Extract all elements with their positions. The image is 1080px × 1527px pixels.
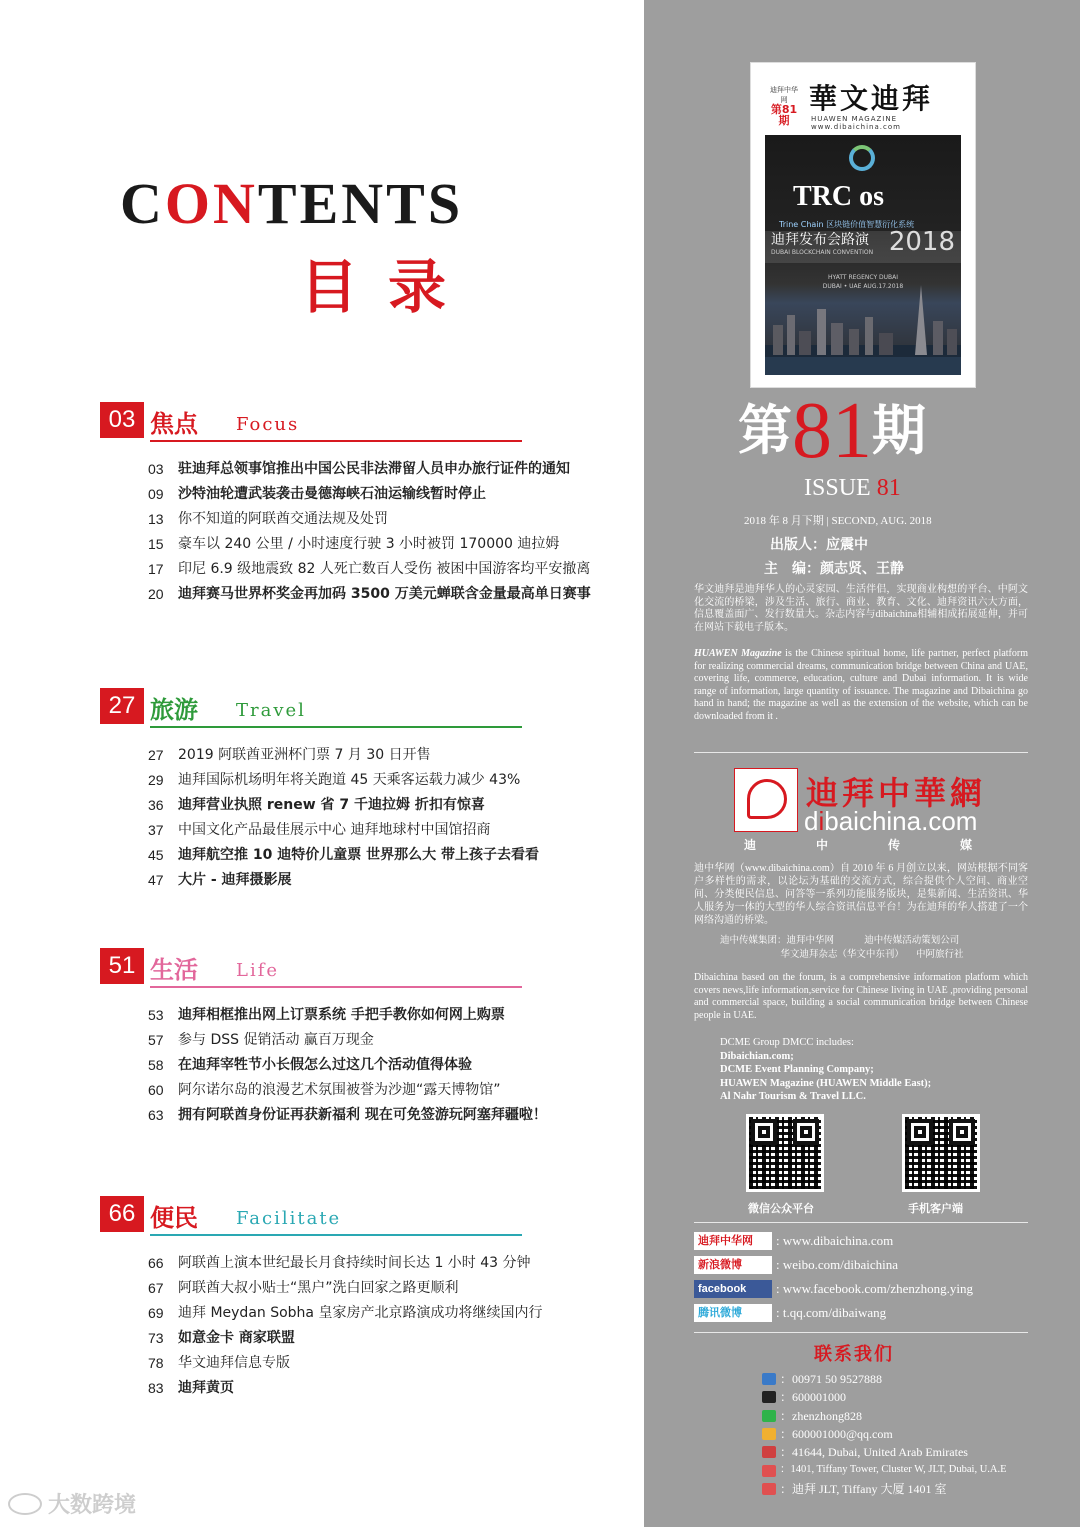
section-underline (150, 440, 522, 442)
contact-address-cn (762, 1480, 1007, 1498)
site-en-name[interactable] (804, 806, 977, 837)
watermark-logo-icon (8, 1493, 42, 1515)
contact-qq (762, 1388, 1007, 1406)
watermark-text: 大数跨境 (48, 1493, 137, 1518)
contents-title-part: TENTS (257, 171, 464, 236)
site-en-pre: d (804, 806, 819, 836)
contact-title: 联系我们 (814, 1344, 894, 1365)
toc-page: 53 (148, 1007, 164, 1023)
toc-title: 迪拜赛马世界杯奖金再加码 3500 万美元蝉联含金量最高单日赛事 (178, 586, 591, 602)
contact-text: ：00971 50 9527888 (780, 1372, 883, 1386)
toc-entry[interactable] (148, 768, 628, 793)
issue-prefix: 第 (738, 398, 792, 462)
section-title-en: Life (236, 960, 280, 981)
section-title-cn: 焦点 (150, 409, 198, 438)
contact-text: ：迪拜 JLT, Tiffany 大厦 1401 室 (780, 1481, 947, 1496)
toc-entry[interactable] (148, 793, 628, 818)
section-page-number[interactable]: 66 (100, 1196, 144, 1232)
section-header (100, 402, 620, 438)
toc-title: 迪拜航空推 10 迪特价儿童票 世界那么大 带上孩子去看看 (178, 847, 539, 863)
site-group: 迪中传媒集团：迪拜中华网 迪中传媒活动策划公司 华文迪拜杂志（华文中东刊） 中阿旅行社 (720, 935, 964, 960)
toc-entry[interactable] (148, 457, 628, 482)
site-about-en: Dibaichina based on the forum, is a comprehensive information platform which covers news,life information,service for Chinese living in UAE ,providing personal and commercial space, building a social communication bridge between Chinese people in UAE. (694, 972, 1028, 1021)
toc-title: 你不知道的阿联酋交通法规及处罚 (178, 511, 388, 527)
toc-entry[interactable] (148, 1301, 628, 1326)
toc-entry[interactable] (148, 743, 628, 768)
app-qr-code[interactable] (902, 1114, 980, 1192)
toc-title: 迪拜营业执照 renew 省 7 千迪拉姆 折扣有惊喜 (178, 797, 485, 813)
toc-entry[interactable] (148, 532, 628, 557)
dcme-item: HUAWEN Magazine (HUAWEN Middle East); (720, 1077, 932, 1089)
toc-title: 阿联酋大叔小贴士“黑户”洗白回家之路更顺利 (178, 1280, 459, 1296)
social-text: : t.qq.com/dibaiwang (776, 1305, 887, 1320)
site-en-post: baichina.com (824, 806, 978, 836)
toc-page: 47 (148, 872, 164, 888)
watermark (8, 1488, 136, 1519)
editor: 主 编：颜志贤、王静 (764, 561, 904, 577)
toc-title: 参与 DSS 促销活动 赢百万现金 (178, 1032, 374, 1048)
about-en-body: is the Chinese spiritual home, life partner, perfect platform for realizing commercial dreams, communication bridge between China and UAE, covering life, commerce, education, culture and Dubai information. It is wide range of information, large quantity of issuance. The magazine and Dibaichina go hand in hand; the magazine as well as the extension of the website, which can be downloaded from it . (694, 648, 1028, 722)
section-page-number[interactable]: 03 (100, 402, 144, 438)
toc-title: 迪拜黄页 (178, 1380, 234, 1396)
contact-address-en (762, 1461, 1007, 1479)
toc-entry[interactable] (148, 1003, 628, 1028)
contact-text: ：zhenzhong828 (780, 1408, 862, 1423)
contact-text: ：41644, Dubai, United Arab Emirates (780, 1445, 968, 1460)
toc-title: 中国文化产品最佳展示中心 迪拜地球村中国馆招商 (178, 822, 491, 838)
social-text: : www.facebook.com/zhenzhong.ying (776, 1281, 973, 1296)
section-header (100, 1196, 620, 1232)
weibo-icon: 新浪微博 (694, 1256, 772, 1274)
section-items (148, 1251, 628, 1401)
wechat-icon (762, 1410, 776, 1422)
social-text: : www.dibaichina.com (776, 1233, 894, 1248)
section-items (148, 743, 628, 893)
toc-entry[interactable] (148, 868, 628, 893)
social-link-facebook[interactable] (694, 1278, 1030, 1300)
section-title-cn: 便民 (150, 1203, 198, 1232)
toc-title: 阿尔诺尔岛的浪漫艺术氛围被誉为沙迦“露天博物馆” (178, 1082, 501, 1098)
cover-venue-date: DUBAI • UAE AUG.17.2018 (822, 283, 904, 290)
about-cn: 华文迪拜是迪拜华人的心灵家园、生活伴侣，实现商业构想的平台、中阿文化交流的桥梁，涉及生活、旅行、商业、教育、文化、迪拜资讯六大方面，信息覆盖面广、发行数量大。杂志内容与dibaichina相辅相成拓展延伸，并可在网站下载电子版本。 (694, 584, 1028, 633)
section-page-number[interactable]: 51 (100, 948, 144, 984)
toc-entry[interactable] (148, 1103, 628, 1128)
contact-text: ：600001000 (780, 1390, 847, 1405)
qq-icon (762, 1391, 776, 1403)
contact-email[interactable] (762, 1425, 1007, 1443)
section-underline (150, 726, 522, 728)
cover-tagline: Trine Chain 区块链价值智慧衍化系统 (779, 220, 915, 229)
dcme-item: Dibaichian.com; (720, 1050, 794, 1062)
toc-title: 在迪拜宰牲节小长假怎么过这几个活动值得体验 (178, 1057, 472, 1073)
cover-brand: 華文迪拜 (809, 82, 934, 115)
toc-entry[interactable] (148, 843, 628, 868)
toc-title: 如意金卡 商家联盟 (178, 1330, 295, 1346)
toc-page: 63 (148, 1107, 164, 1123)
section-title-en: Focus (236, 414, 300, 435)
toc-entry[interactable] (148, 1351, 628, 1376)
section-life (100, 948, 620, 1123)
dibaichina-logo (734, 768, 798, 832)
magazine-cover[interactable] (750, 62, 976, 388)
issue-num: 81 (792, 387, 872, 475)
toc-entry[interactable] (148, 1053, 628, 1078)
site-about-cn: 迪中华网（www.dibaichina.com）自 2010 年 6 月创立以来，网站根据不同客户多样性的需求，以论坛为基础的交流方式，综合提供个人空间、商业空间、分类便民信息、问答等一系列功能服务版块，是集新闻、生活资讯、华人服务为一体的大型的华人综合资讯信息平台！为在迪拜的华人搭建了一个网络沟通的桥梁。 (694, 863, 1028, 926)
toc-page: 66 (148, 1255, 164, 1271)
qr-label-app: 手机客户端 (908, 1202, 963, 1215)
issue-date: 2018 年 8 月下期 | SECOND, AUG. 2018 (744, 515, 932, 527)
site-cn-name: 迪拜中華網 (806, 774, 987, 812)
toc-page: 36 (148, 797, 164, 813)
facebook-icon: facebook (694, 1280, 772, 1298)
divider (694, 1332, 1028, 1333)
section-title-en: Travel (236, 700, 306, 721)
toc-entry[interactable] (148, 507, 628, 532)
toc-title: 沙特油轮遭武装袭击曼德海峡石油运输线暂时停止 (178, 486, 486, 502)
toc-title: 阿联酋上演本世纪最长月食持续时间长达 1 小时 43 分钟 (178, 1255, 531, 1271)
trine-chain-logo-icon (849, 145, 875, 171)
issue-number (738, 387, 926, 475)
cover-image (765, 135, 961, 375)
phone-icon (762, 1373, 776, 1385)
cover-side-label (767, 85, 801, 127)
city-skyline-image (765, 285, 961, 375)
toc-entry[interactable] (148, 1251, 628, 1276)
social-link-website[interactable] (694, 1230, 1030, 1252)
section-items (148, 1003, 628, 1128)
social-link-weibo[interactable] (694, 1254, 1030, 1276)
toc-title: 华文迪拜信息专版 (178, 1355, 290, 1371)
site-sub: 迪中传媒 (744, 838, 1033, 852)
contact-phone (762, 1370, 1007, 1388)
wechat-qr-code[interactable] (746, 1114, 824, 1192)
divider (694, 752, 1028, 753)
info-panel (644, 0, 1080, 1527)
toc-page: 03 (148, 461, 164, 477)
dcme-head: DCME Group DMCC includes: (720, 1037, 854, 1048)
toc-page: 09 (148, 486, 164, 502)
toc-title: 大片 - 迪拜摄影展 (178, 872, 292, 888)
toc-page: 20 (148, 586, 164, 602)
contact-text: ：1401, Tiffany Tower, Cluster W, JLT, Dubai, U.A.E (780, 1464, 1007, 1476)
section-fac (100, 1196, 620, 1396)
issue-suffix: 期 (872, 398, 926, 462)
toc-title: 迪拜相框推出网上订票系统 手把手教你如何网上购票 (178, 1007, 505, 1023)
toc-page: 58 (148, 1057, 164, 1073)
tencent-weibo-icon: 腾讯微博 (694, 1304, 772, 1322)
contents-title-part: ON (164, 171, 258, 236)
cover-event-sub: DUBAI BLOCKCHAIN CONVENTION (771, 249, 874, 256)
dibaichina-logo-icon: 迪拜中华网 (694, 1232, 772, 1250)
location-icon (762, 1483, 776, 1495)
publisher: 出版人：应震中 (770, 537, 868, 553)
section-underline (150, 986, 522, 988)
toc-page: 45 (148, 847, 164, 863)
site-en-red: i (818, 806, 825, 836)
toc-title: 拥有阿联酋身份证再获新福利 现在可免签游玩阿塞拜疆啦！ (178, 1107, 547, 1123)
toc-entry[interactable] (148, 1326, 628, 1351)
toc-title: 迪拜 Meydan Sobha 皇家房产北京路演成功将继续国内行 (178, 1305, 543, 1321)
dcme-item: DCME Event Planning Company; (720, 1064, 874, 1075)
cover-event (765, 227, 961, 263)
contents-title (120, 170, 463, 237)
cover-header (761, 73, 965, 133)
toc-entry[interactable] (148, 1376, 628, 1401)
about-en-lead: HUAWEN Magazine (694, 648, 782, 659)
toc-page: 37 (148, 822, 164, 838)
dcme-list (720, 1036, 931, 1104)
dibaichina-swirl-icon (747, 779, 787, 819)
issue-en-number: 81 (876, 475, 901, 501)
toc-page: 29 (148, 772, 164, 788)
cover-event-title: 迪拜发布会路演 (771, 232, 869, 248)
cover-venue-name: HYATT REGENCY DUBAI (827, 274, 899, 281)
contact-wechat (762, 1407, 1007, 1425)
issue-en-label: ISSUE (804, 475, 871, 501)
contents-title-part: C (120, 171, 165, 236)
toc-page: 15 (148, 536, 164, 552)
toc-page: 57 (148, 1032, 164, 1048)
toc-page: 73 (148, 1330, 164, 1346)
toc-page: 67 (148, 1280, 164, 1296)
toc-page: 78 (148, 1355, 164, 1371)
section-title-en: Facilitate (236, 1208, 342, 1229)
cover-brand-sub: HUAWEN MAGAZINE www.dibaichina.com (811, 115, 901, 131)
contact-text: ：600001000@qq.com (780, 1426, 893, 1441)
toc-page: 17 (148, 561, 164, 577)
toc-entry[interactable] (148, 582, 628, 607)
toc-title: 驻迪拜总领事馆推出中国公民非法滞留人员申办旅行证件的通知 (178, 461, 570, 477)
section-items (148, 457, 628, 607)
mulu-title: 目录 (300, 253, 477, 321)
section-travel (100, 688, 620, 888)
cover-event-year: 2018 (888, 227, 955, 257)
qr-label-wechat: 微信公众平台 (748, 1202, 814, 1215)
toc-title: 2019 阿联酋亚洲杯门票 7 月 30 日开售 (178, 747, 431, 763)
dcme-item: Al Nahr Tourism & Travel LLC. (720, 1091, 866, 1102)
section-underline (150, 1234, 522, 1236)
toc-title: 豪车以 240 公里 / 小时速度行驶 3 小时被罚 170000 迪拉姆 (178, 536, 560, 552)
toc-page: 83 (148, 1380, 164, 1396)
section-focus (100, 402, 620, 602)
toc-entry[interactable] (148, 818, 628, 843)
toc-page: 27 (148, 747, 164, 763)
toc-page: 69 (148, 1305, 164, 1321)
cover-trc: TRC os (793, 181, 885, 212)
about-en (694, 648, 1028, 724)
cover-side-issue: 第81期 (770, 103, 798, 127)
toc-entry[interactable] (148, 1276, 628, 1301)
section-title-cn: 生活 (150, 955, 198, 984)
toc-page: 13 (148, 511, 164, 527)
pobox-icon (762, 1446, 776, 1458)
section-page-number[interactable]: 27 (100, 688, 144, 724)
toc-entry[interactable] (148, 482, 628, 507)
section-header (100, 688, 620, 724)
contact-list (762, 1370, 1007, 1498)
toc-title: 印尼 6.9 级地震致 82 人死亡数百人受伤 被困中国游客均平安撤离 (178, 561, 591, 577)
toc-entry[interactable] (148, 1028, 628, 1053)
issue-en (804, 475, 901, 502)
social-text: : weibo.com/dibaichina (776, 1257, 899, 1272)
toc-entry[interactable] (148, 557, 628, 582)
social-link-tencent[interactable] (694, 1302, 1030, 1324)
toc-entry[interactable] (148, 1078, 628, 1103)
section-title-cn: 旅游 (150, 695, 198, 724)
contact-pobox (762, 1443, 1007, 1461)
email-icon (762, 1428, 776, 1440)
cover-side-text: 迪拜中华网 (770, 86, 798, 104)
toc-title: 迪拜国际机场明年将关跑道 45 天乘客运载力减少 43% (178, 772, 521, 788)
divider (694, 1222, 1028, 1223)
section-header (100, 948, 620, 984)
location-icon (762, 1465, 776, 1477)
toc-page: 60 (148, 1082, 164, 1098)
